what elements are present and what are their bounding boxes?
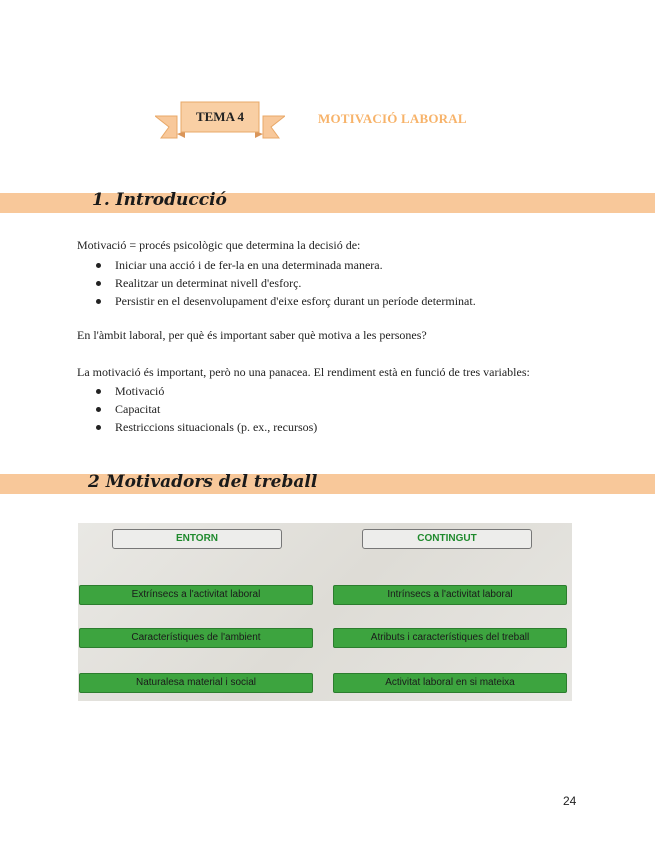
contingut-box: Atributs i característiques del treball [333,628,567,648]
motivators-diagram [78,523,572,701]
chapter-number: TEMA 4 [195,109,245,124]
intro-bullet-list [96,256,476,310]
list-item: Capacitat [96,400,317,418]
question-text: En l'àmbit laboral, per què és important saber què motiva a les persones? [77,328,427,342]
bullet-dot [96,263,101,268]
bullet-dot [96,389,101,394]
list-item: Motivació [96,382,317,400]
entorn-header: ENTORN [112,529,282,549]
statement-text: La motivació és important, però no una panacea. El rendiment està en funció de tres variables: [77,365,530,379]
contingut-box: Activitat laboral en si mateixa [333,673,567,693]
bullet-dot [96,407,101,412]
section-title-2: 2 Motivadors del treball [88,472,318,492]
intro-text: Motivació = procés psicològic que determina la decisió de: [77,238,361,252]
list-item: Persistir en el desenvolupament d'eixe esforç durant un període determinat. [96,292,476,310]
list-item: Realitzar un determinat nivell d'esforç. [96,274,476,292]
bullet-dot [96,299,101,304]
bullet-dot [96,281,101,286]
entorn-box: Naturalesa material i social [79,673,313,693]
contingut-box: Intrínsecs a l'activitat laboral [333,585,567,605]
list-item: Restriccions situacionals (p. ex., recursos) [96,418,317,436]
chapter-title: MOTIVACIÓ LABORAL [318,111,467,126]
section-title-1: 1. Introducció [92,190,227,210]
entorn-box: Extrínsecs a l'activitat laboral [79,585,313,605]
contingut-header: CONTINGUT [362,529,532,549]
bullet-dot [96,425,101,430]
page-number: 24 [563,794,577,808]
chapter-ribbon [155,98,285,142]
variables-bullet-list [96,382,317,436]
entorn-box: Característiques de l'ambient [79,628,313,648]
list-item: Iniciar una acció i de fer-la en una determinada manera. [96,256,476,274]
